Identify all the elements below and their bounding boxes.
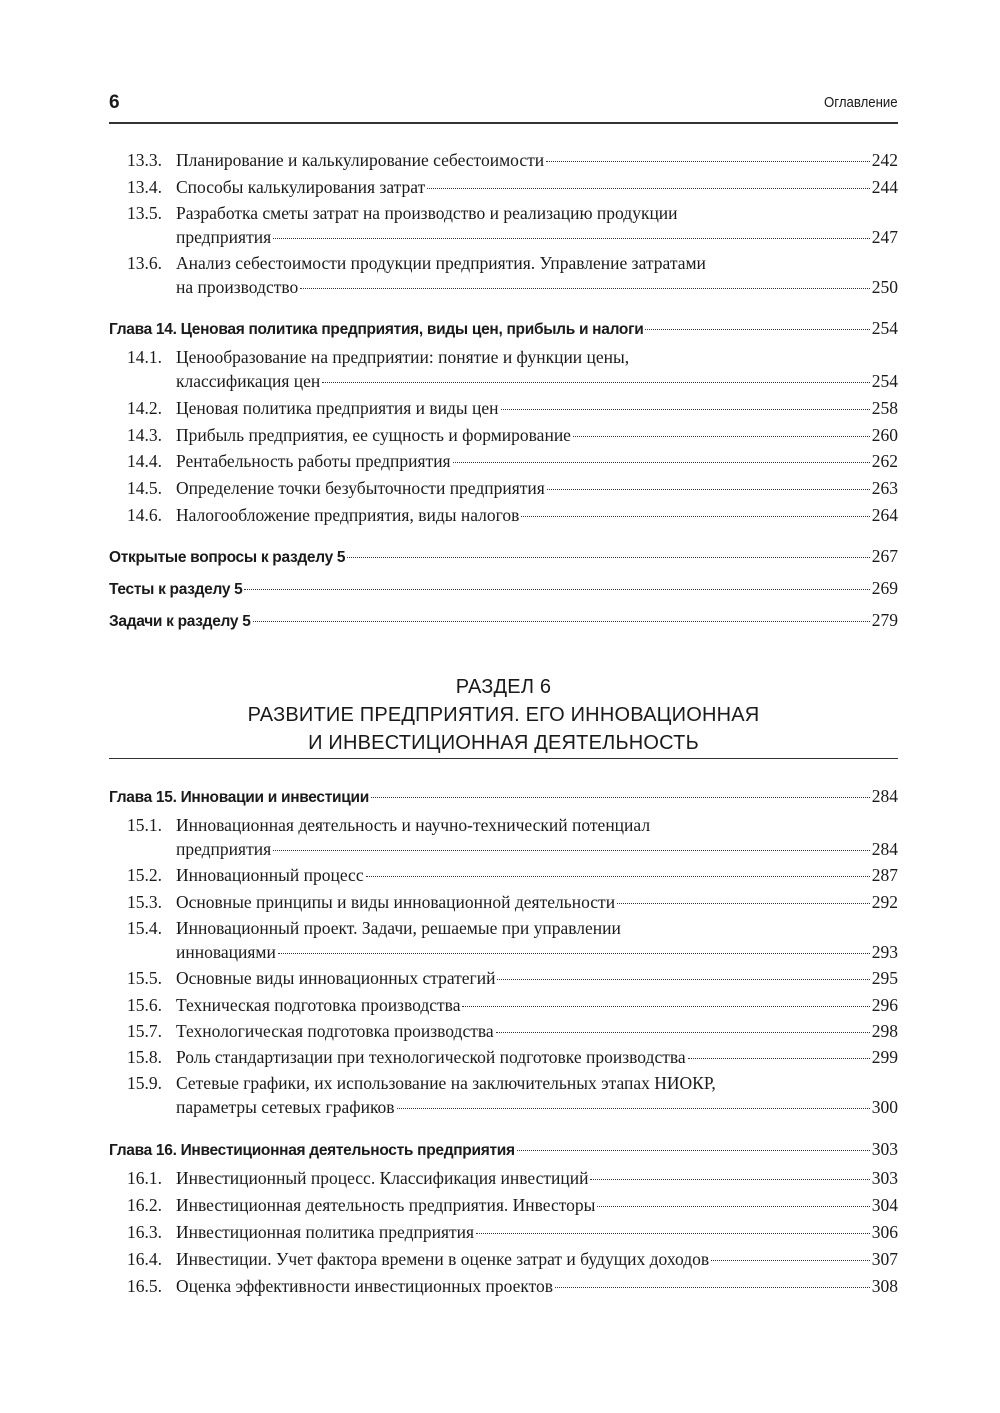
- toc-entry-16-5[interactable]: [109, 1274, 898, 1298]
- entry-page: 258: [871, 398, 898, 418]
- entry-number: 15.8.: [127, 1047, 162, 1067]
- toc-entry-14-6[interactable]: [109, 503, 898, 527]
- entry-number: 14.1.: [127, 347, 162, 367]
- toc-entry-13-6[interactable]: [109, 251, 898, 299]
- entry-title: Оценка эффективности инвестиционных проектов: [176, 1276, 554, 1296]
- entry-page: 287: [871, 865, 898, 885]
- toc-entry-14-5[interactable]: [109, 476, 898, 500]
- entry-page: 298: [871, 1021, 898, 1041]
- entry-title: Инвестиционная политика предприятия: [176, 1222, 475, 1242]
- page-header: [109, 90, 898, 124]
- toc-chapter-16[interactable]: [109, 1137, 898, 1163]
- section-title-line-2: И ИНВЕСТИЦИОННАЯ ДЕЯТЕЛЬНОСТЬ: [308, 732, 699, 754]
- entry-page: 264: [871, 505, 898, 525]
- entry-number: 14.4.: [127, 451, 162, 471]
- entry-number: 16.4.: [127, 1249, 162, 1269]
- entry-number: 15.2.: [127, 865, 162, 885]
- entry-title: Основные принципы и виды инновационной деятельности: [176, 892, 616, 912]
- entry-number: 15.3.: [127, 892, 162, 912]
- toc-entry-16-4[interactable]: [109, 1247, 898, 1271]
- entry-title-line: Инновационная деятельность и научно-технический потенциал: [176, 815, 651, 835]
- toc-entry-16-1[interactable]: [109, 1166, 898, 1190]
- toc-entry-13-5[interactable]: [109, 201, 898, 249]
- entry-title-line: Анализ себестоимости продукции предприятия. Управление затратами: [176, 253, 706, 273]
- entry-title: Технологическая подготовка производства: [176, 1021, 494, 1041]
- entry-page: 303: [871, 1168, 898, 1188]
- entry-title: Рентабельность работы предприятия: [176, 451, 451, 471]
- entry-number: 16.5.: [127, 1276, 162, 1296]
- entry-title: Инвестиции. Учет фактора времени в оценке затрат и будущих доходов: [176, 1249, 710, 1269]
- toc-entry-15-5[interactable]: [109, 966, 898, 990]
- entry-page: 304: [871, 1195, 898, 1215]
- toc-entry-15-3[interactable]: [109, 890, 898, 914]
- toc-entry-15-9[interactable]: [109, 1071, 898, 1119]
- entry-number: 16.2.: [127, 1195, 162, 1215]
- entry-title-line: Разработка сметы затрат на производство и реализацию продукции: [176, 203, 678, 223]
- toc-entry-13-3[interactable]: [109, 148, 898, 172]
- entry-page: 242: [871, 150, 898, 170]
- toc-entry-16-3[interactable]: [109, 1220, 898, 1244]
- chapter-title: Открытые вопросы к разделу 5: [109, 549, 346, 566]
- entry-number: 15.6.: [127, 995, 162, 1015]
- entry-title: предприятия: [176, 839, 272, 859]
- chapter-title: Тесты к разделу 5: [109, 581, 243, 598]
- entry-title-line: Ценообразование на предприятии: понятие и функции цены,: [176, 347, 630, 367]
- entry-title-line: Инновационный проект. Задачи, решаемые при управлении: [176, 918, 621, 938]
- toc-chapter-14[interactable]: [109, 316, 898, 342]
- entry-number: 14.6.: [127, 505, 162, 525]
- entry-number: 15.7.: [127, 1021, 162, 1041]
- running-title: Оглавление: [824, 94, 898, 111]
- entry-title: Инвестиционный процесс. Классификация инвестиций: [176, 1168, 589, 1188]
- entry-number: 13.6.: [127, 253, 162, 273]
- entry-page: 300: [871, 1097, 898, 1117]
- toc-entry-14-2[interactable]: [109, 396, 898, 420]
- section-label: РАЗДЕЛ 6: [455, 676, 552, 698]
- section-6-heading: [109, 673, 898, 759]
- entry-title: Планирование и калькулирование себестоимости: [176, 150, 545, 170]
- entry-title: параметры сетевых графиков: [176, 1097, 395, 1117]
- entry-number: 15.1.: [127, 815, 162, 835]
- entry-page: 247: [871, 227, 898, 247]
- entry-page: 307: [871, 1249, 898, 1269]
- toc-chapter-15[interactable]: [109, 784, 898, 810]
- chapter-page: 303: [871, 1139, 898, 1159]
- entry-title: Роль стандартизации при технологической подготовке производства: [176, 1047, 686, 1067]
- toc-open-questions-5[interactable]: [109, 544, 898, 570]
- entry-page: 262: [871, 451, 898, 471]
- entry-page: 254: [871, 371, 898, 391]
- entry-number: 13.5.: [127, 203, 162, 223]
- entry-title: Прибыль предприятия, ее сущность и формирование: [176, 425, 571, 445]
- toc-tests-5[interactable]: [109, 576, 898, 602]
- chapter-title: Глава 15. Инновации и инвестиции: [109, 789, 369, 806]
- toc-entry-14-1[interactable]: [109, 345, 898, 393]
- entry-number: 14.3.: [127, 425, 162, 445]
- chapter-page: 267: [871, 546, 898, 566]
- entry-number: 15.9.: [127, 1073, 162, 1093]
- entry-page: 295: [871, 968, 898, 988]
- toc-entry-15-4[interactable]: [109, 916, 898, 964]
- toc-entry-15-2[interactable]: [109, 863, 898, 887]
- entry-page: 244: [871, 177, 898, 197]
- chapter-title: Задачи к разделу 5: [109, 613, 251, 630]
- toc-entry-15-8[interactable]: [109, 1045, 898, 1069]
- chapter-page: 279: [871, 610, 898, 630]
- entry-title: предприятия: [176, 227, 272, 247]
- entry-title: Ценовая политика предприятия и виды цен: [176, 398, 499, 418]
- entry-title: Основные виды инновационных стратегий: [176, 968, 496, 988]
- entry-page: 263: [871, 478, 898, 498]
- entry-page: 284: [871, 839, 898, 859]
- chapter-title: Глава 16. Инвестиционная деятельность предприятия: [109, 1142, 515, 1159]
- toc-tasks-5[interactable]: [109, 608, 898, 634]
- entry-title-line: Сетевые графики, их использование на заключительных этапах НИОКР,: [176, 1073, 716, 1093]
- toc-entry-15-1[interactable]: [109, 813, 898, 861]
- entry-number: 13.4.: [127, 177, 162, 197]
- entry-title: Техническая подготовка производства: [176, 995, 461, 1015]
- chapter-page: 269: [871, 578, 898, 598]
- entry-number: 13.3.: [127, 150, 162, 170]
- entry-title: Инвестиционная деятельность предприятия. Инвесторы: [176, 1195, 596, 1215]
- entry-page: 306: [871, 1222, 898, 1242]
- entry-title: на производство: [176, 277, 299, 297]
- entry-number: 16.1.: [127, 1168, 162, 1188]
- page-number: 6: [109, 92, 120, 113]
- toc-entry-14-4[interactable]: [109, 449, 898, 473]
- entry-number: 14.2.: [127, 398, 162, 418]
- section-title-line-1: РАЗВИТИЕ ПРЕДПРИЯТИЯ. ЕГО ИННОВАЦИОННАЯ: [247, 704, 760, 726]
- chapter-page: 284: [871, 786, 898, 806]
- entry-page: 296: [871, 995, 898, 1015]
- toc-entry-13-4[interactable]: [109, 175, 898, 199]
- entry-page: 308: [871, 1276, 898, 1296]
- entry-title: Способы калькулирования затрат: [176, 177, 426, 197]
- toc-entry-16-2[interactable]: [109, 1193, 898, 1217]
- chapter-page: 254: [871, 318, 898, 338]
- entry-number: 16.3.: [127, 1222, 162, 1242]
- entry-number: 15.5.: [127, 968, 162, 988]
- entry-page: 292: [871, 892, 898, 912]
- toc-entry-15-6[interactable]: [109, 993, 898, 1017]
- entry-title: Инновационный процесс: [176, 865, 364, 885]
- entry-title: инновациями: [176, 942, 276, 962]
- entry-number: 15.4.: [127, 918, 162, 938]
- entry-title: классификация цен: [176, 371, 321, 391]
- entry-page: 260: [871, 425, 898, 445]
- entry-title: Налогообложение предприятия, виды налогов: [176, 505, 520, 525]
- chapter-title: Глава 14. Ценовая политика предприятия, виды цен, прибыль и налоги: [109, 321, 644, 338]
- toc-entry-14-3[interactable]: [109, 423, 898, 447]
- entry-page: 299: [871, 1047, 898, 1067]
- entry-title: Определение точки безубыточности предприятия: [176, 478, 545, 498]
- entry-page: 250: [871, 277, 898, 297]
- entry-number: 14.5.: [127, 478, 162, 498]
- toc-entry-15-7[interactable]: [109, 1019, 898, 1043]
- entry-page: 293: [871, 942, 898, 962]
